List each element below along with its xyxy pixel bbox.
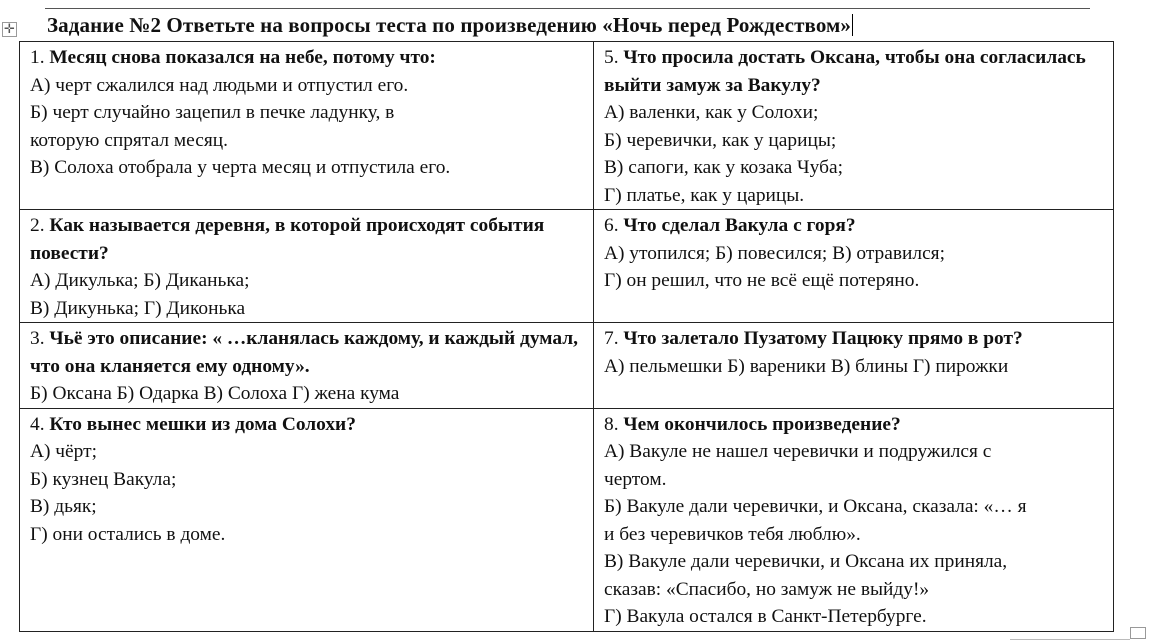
question-heading: 8. Чем окончилось произведение? <box>604 413 901 435</box>
answer-line: Б) черт случайно зацепил в печке ладунку, в <box>30 102 395 123</box>
answer-line: Б) кузнец Вакула; <box>30 468 177 490</box>
table-row <box>20 210 1114 323</box>
answer-line: А) Вакуле не нашел черевички и подружился с <box>604 441 992 462</box>
answer-line: А) Дикулька; Б) Диканька; <box>30 270 250 291</box>
answer-line: Б) черевички, как у царицы; <box>604 129 837 151</box>
question-heading: 2. Как называется деревня, в которой происходят события повести? <box>30 215 545 264</box>
question-cell-7[interactable] <box>594 323 1114 409</box>
answer-line: которую спрятал месяц. <box>30 129 228 151</box>
question-heading: 6. Что сделал Вакула с горя? <box>604 215 856 236</box>
answer-line: Б) Оксана Б) Одарка В) Солоха Г) жена кума <box>30 383 400 404</box>
table-row <box>20 408 1114 631</box>
answer-line: А) утопился; Б) повесился; В) отравился; <box>604 242 945 264</box>
answer-line: Г) платье, как у царицы. <box>604 184 805 206</box>
question-heading: 1. Месяц снова показался на небе, потому что: <box>30 47 436 68</box>
question-heading: 3. Чьё это описание: « …кланялась каждому, и каждый думал, что она кланяется ему одному». <box>30 328 578 377</box>
answer-line: А) черт сжалился над людьми и отпустил его. <box>30 74 409 96</box>
answer-line: и без черевичков тебя люблю». <box>604 523 861 545</box>
answer-line: сказав: «Спасибо, но замуж не выйду!» <box>604 578 930 600</box>
question-cell-1[interactable] <box>20 42 594 210</box>
question-heading: 7. Что залетало Пузатому Пацюку прямо в рот? <box>604 328 1023 349</box>
quiz-table <box>19 41 1114 632</box>
question-cell-6[interactable] <box>594 210 1114 323</box>
text-cursor <box>852 14 853 36</box>
header-rule <box>45 8 1090 9</box>
table-resize-handle[interactable] <box>1130 627 1146 639</box>
question-cell-2[interactable] <box>20 210 594 323</box>
question-heading: 5. Что просила достать Оксана, чтобы она согласилась выйти замуж за Вакулу? <box>604 47 1086 96</box>
table-row <box>20 323 1114 409</box>
answer-line: В) Дикунька; Г) Диконька <box>30 297 246 319</box>
answer-line: Б) Вакуле дали черевички, и Оксана, сказала: «… я <box>604 496 1027 517</box>
answer-line: А) пельмешки Б) вареники В) блины Г) пирожки <box>604 355 1009 377</box>
answer-line: В) дьяк; <box>30 496 97 517</box>
answer-line: А) валенки, как у Солохи; <box>604 102 819 123</box>
question-cell-8[interactable] <box>594 408 1114 631</box>
move-cross-icon[interactable]: ✛ <box>2 22 17 37</box>
question-heading: 4. Кто вынес мешки из дома Солохи? <box>30 413 356 435</box>
answer-line: А) чёрт; <box>30 441 97 462</box>
answer-line: Г) они остались в доме. <box>30 523 226 545</box>
answer-line: Г) он решил, что не всё ещё потеряно. <box>604 270 920 291</box>
question-cell-4[interactable] <box>20 408 594 631</box>
answer-line: В) Вакуле дали черевички, и Оксана их приняла, <box>604 551 1008 572</box>
question-cell-5[interactable] <box>594 42 1114 210</box>
answer-line: В) сапоги, как у козака Чуба; <box>604 157 843 178</box>
page-title: Задание №2 Ответьте на вопросы теста по произведению «Ночь перед Рождеством» <box>47 13 852 37</box>
answer-line: чертом. <box>604 468 667 490</box>
answer-line: Г) Вакула остался в Санкт-Петербурге. <box>604 606 927 627</box>
table-row <box>20 42 1114 210</box>
page-edge-line <box>1010 639 1130 640</box>
question-cell-3[interactable] <box>20 323 594 409</box>
answer-line: В) Солоха отобрала у черта месяц и отпустила его. <box>30 157 451 178</box>
